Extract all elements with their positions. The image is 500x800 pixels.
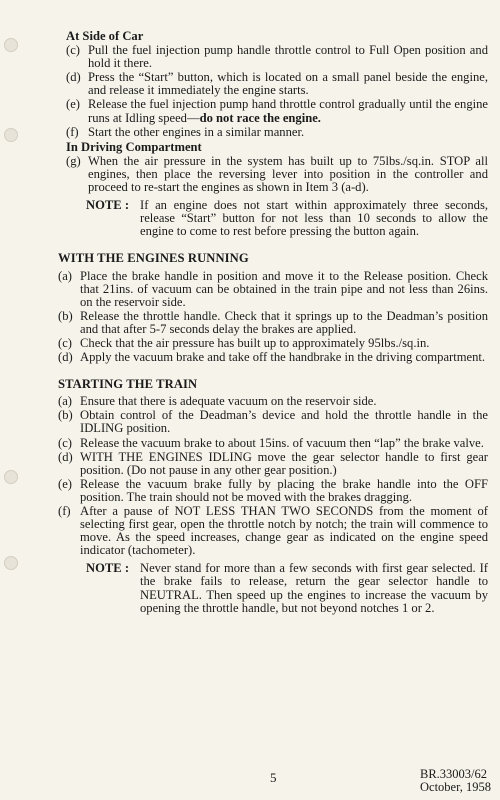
- section-title-engines-running: WITH THE ENGINES RUNNING: [58, 251, 249, 266]
- note-label: NOTE :: [86, 198, 130, 213]
- list-item: (a) Ensure that there is adequate vacuum on the reservoir side.: [58, 394, 377, 409]
- list-item: (a) Place the brake handle in position and move it to the Release position. Check that 21ins. of vacuum can be obtained in the train pipe and not less than 26ins. on the reservoir side.: [58, 268, 488, 309]
- list-item: (c) Release the vacuum brake to about 15ins. of vacuum then “lap” the brake valve.: [58, 435, 484, 450]
- warning-emphasis: do not race the engine.: [199, 110, 321, 125]
- note-block: [86, 199, 488, 238]
- list-item: (g) When the air pressure in the system has built up to 75lbs./sq.in. STOP all engines, then place the reversing lever into position in the controller and proceed to re-start the engines as shown in Item 3 (a-d).: [66, 153, 488, 195]
- note-text: If an engine does not start within approximately three seconds, release “Start” button for not less than 10 seconds to allow the engine to come to rest before pressing the button again.: [140, 198, 488, 239]
- list-item: (e) Release the vacuum brake fully by placing the brake handle into the OFF position. The train should not be moved with the brakes dragging.: [58, 476, 488, 504]
- binder-hole: [4, 38, 18, 52]
- list-item: (c) Check that the air pressure has built up to approximately 95lbs./sq.in.: [58, 335, 430, 350]
- note-block: [86, 562, 488, 614]
- list-item: (b) Release the throttle handle. Check that it springs up to the Deadman’s position and that after 5-7 seconds delay the brakes are applied.: [58, 308, 488, 336]
- binder-hole: [4, 556, 18, 570]
- list-item: (d) WITH THE ENGINES IDLING move the gear selector handle to first gear position. (Do not pause in any other gear position.): [58, 449, 488, 477]
- publication-date: October, 1958: [420, 780, 492, 794]
- list-item: (b) Obtain control of the Deadman’s device and hold the throttle handle in the IDLING position.: [58, 408, 488, 436]
- reference-code: BR.33003/62: [420, 767, 488, 781]
- section-title-starting-train: STARTING THE TRAIN: [58, 377, 198, 392]
- list-item: (f) After a pause of NOT LESS THAN TWO SECONDS from the moment of selecting first gear, open the throttle notch by notch; the train will commence to move. As the speed increases, change gear as indicated on the engine speed indicator (tachometer).: [58, 504, 488, 558]
- side-of-car-heading: At Side of Car: [66, 29, 144, 43]
- list-item: (d) Press the “Start” button, which is located on a small panel beside the engine, and release it immediately the engine starts.: [66, 70, 488, 98]
- document-body: [58, 29, 488, 615]
- note-label: NOTE :: [86, 561, 130, 576]
- page-number: 5: [270, 770, 277, 785]
- binder-hole: [4, 128, 18, 142]
- binder-hole: [4, 470, 18, 484]
- driving-compartment-heading: In Driving Compartment: [66, 139, 202, 154]
- list-item: (d) Apply the vacuum brake and take off the handbrake in the driving compartment.: [58, 350, 486, 365]
- list-item: (e) Release the fuel injection pump hand throttle control gradually until the engine runs at Idling speed—do not race the engine.: [66, 97, 488, 125]
- note-text: Never stand for more than a few seconds with first gear selected. If the brake fails to release, return the gear selector handle to NEUTRAL. Then speed up the engines to increase the vacuum by opening the throttle handle, but not beyond notches 1 or 2.: [140, 561, 488, 615]
- document-reference: [420, 768, 491, 794]
- list-item: (c) Pull the fuel injection pump handle throttle control to Full Open position and hold it there.: [66, 43, 488, 71]
- list-item: (f) Start the other engines in a similar manner.: [66, 124, 305, 139]
